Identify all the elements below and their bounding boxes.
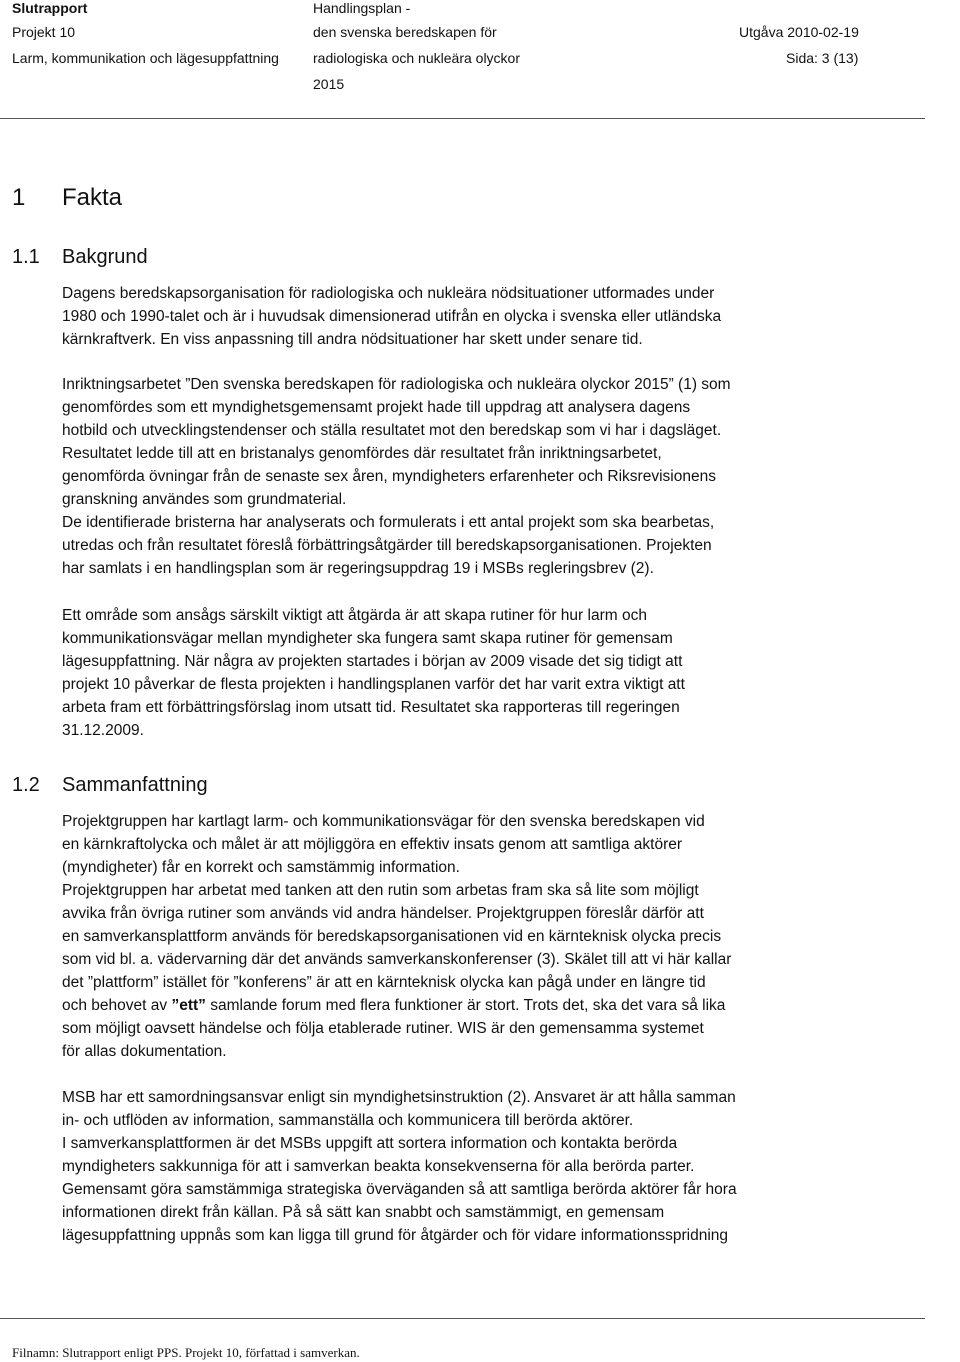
paragraph-sammanfattning-1 [62,810,862,1063]
text-line: avvika från övriga rutiner som används vid andra händelser. Projektgruppen föreslår därför att [62,905,704,922]
text-line: för allas dokumentation. [62,1043,227,1060]
text-line: in- och utflöden av information, sammanställa och kommunicera till berörda aktörer. [62,1112,634,1129]
text-line: en kärnkraftolycka och målet är att möjliggöra en effektiv insats genom att samtliga aktörer [62,836,683,853]
text-line: I samverkansplattformen är det MSBs uppgift att sortera information och kontakta berörda [62,1135,678,1152]
footer-filename: Filnamn: Slutrapport enligt PPS. Projekt 10, författad i samverkan. [12,1345,360,1360]
plan-title-line3: radiologiska och nukleära olyckor [313,50,520,66]
footer-divider [0,1318,925,1319]
text-line: MSB har ett samordningsansvar enligt sin myndighetsinstruktion (2). Ansvaret är att hålla samman [62,1089,736,1106]
text-line: har samlats i en handlingsplan som är regeringsuppdrag 19 i MSBs regleringsbrev (2). [62,560,654,577]
section-number: 1.1 [12,246,40,268]
text-run: och behovet av [62,997,172,1014]
text-line: genomfördes som ett myndighetsgemensamt projekt hade till uppdrag att analysera dagens [62,399,691,416]
text-line: utredas och från resultatet föreslå förbättringsåtgärder till beredskapsorganisationen. Projekten [62,537,712,554]
chapter-title: Fakta [62,184,123,211]
text-line: kärnkraftverk. En viss anpassning till andra nödsituationer har skett under senare tid. [62,331,643,348]
text-line: myndigheters sakkunniga för att i samverkan beakta konsekvenserna för alla berörda parter. [62,1158,695,1175]
text-line: projekt 10 påverkar de flesta projekten i handlingsplanen varför det har varit extra viktigt att [62,676,685,693]
text-line: (myndigheter) får en korrekt och samstämmig information. [62,859,460,876]
chapter-number: 1 [12,184,26,211]
header-divider [0,118,925,119]
text-line: granskning användes som grundmaterial. [62,491,347,508]
text-line: informationen direkt från källan. På så sätt kan snabbt och samstämmigt, en gemensam [62,1204,665,1221]
report-title: Slutrapport [12,0,88,16]
plan-title-line2: den svenska beredskapen för [313,24,497,40]
text-line: som möjligt oavsett händelse och följa etablerade rutiner. WIS är den gemensamma systemet [62,1020,704,1037]
text-line: Ett område som ansågs särskilt viktigt att åtgärda är att skapa rutiner för hur larm och [62,607,647,624]
text-line: Resultatet ledde till att en bristanalys genomfördes där resultatet från inriktningsarbetet, [62,445,662,462]
emphasis-ett: ”ett” [171,997,206,1014]
text-line: 31.12.2009. [62,722,144,739]
page-number: Sida: 3 (13) [786,50,859,66]
section-number: 1.2 [12,774,40,796]
text-line: lägesuppfattning. När några av projekten startades i början av 2009 visade det sig tidigt att [62,653,683,670]
chapter-heading [12,183,122,213]
text-line: lägesuppfattning uppnås som kan ligga till grund för åtgärder och för vidare informationsspridning [62,1227,729,1244]
section-heading-sammanfattning [12,772,208,798]
text-line: Projektgruppen har kartlagt larm- och kommunikationsvägar för den svenska beredskapen vid [62,813,705,830]
paragraph-bakgrund-2 [62,373,862,580]
text-line: hotbild och utvecklingstendenser och ställa resultatet mot den beredskap som vi har i dagsläget. [62,422,722,439]
text-line: De identifierade bristerna har analyserats och formulerats i ett antal projekt som ska bearbetas, [62,514,715,531]
text-line: en samverkansplattform används för beredskapsorganisationen vid en kärnteknisk olycka precis [62,928,722,945]
text-line: Projektgruppen har arbetat med tanken att den rutin som arbetas fram ska så lite som möjligt [62,882,699,899]
plan-title-line1: Handlingsplan - [313,0,411,16]
text-line: genomförda övningar från de senaste sex åren, myndigheters erfarenheter och Riksrevisionens [62,468,716,485]
text-run: samlande forum med flera funktioner är stort. Trots det, ska det vara så lika [205,997,726,1014]
project-number: Projekt 10 [12,24,76,40]
text-line: kommunikationsvägar mellan myndigheter ska fungera samt skapa rutiner för gemensam [62,630,673,647]
paragraph-bakgrund-3 [62,604,862,742]
text-line: som vid bl. a. vädervarning där det används samverkanskonferenser (3). Skälet till att vi här kallar [62,951,732,968]
text-line: Gemensamt göra samstämmiga strategiska överväganden så att samtliga berörda aktörer får hora [62,1181,737,1198]
text-line: arbeta fram ett förbättringsförslag inom utsatt tid. Resultatet ska rapporteras till regeringen [62,699,680,716]
section-heading-bakgrund [12,244,148,270]
edition-date: Utgåva 2010-02-19 [739,24,859,40]
paragraph-sammanfattning-2 [62,1086,862,1247]
project-name: Larm, kommunikation och lägesuppfattning [12,50,279,66]
plan-title-line4: 2015 [313,76,345,92]
paragraph-bakgrund-1 [62,282,862,351]
text-line: det ”plattform” istället för ”konferens” är att en kärnteknisk olycka kan pågå under en längre tid [62,974,706,991]
text-line [62,994,862,1017]
section-title: Bakgrund [62,246,148,268]
text-line: 1980 och 1990-talet och är i huvudsak dimensionerad utifrån en olycka i svenska eller utländska [62,308,722,325]
text-line: Inriktningsarbetet ”Den svenska beredskapen för radiologiska och nukleära olyckor 2015” (1) som [62,376,731,393]
section-title: Sammanfattning [62,774,208,796]
text-line: Dagens beredskapsorganisation för radiologiska och nukleära nödsituationer utformades under [62,285,715,302]
